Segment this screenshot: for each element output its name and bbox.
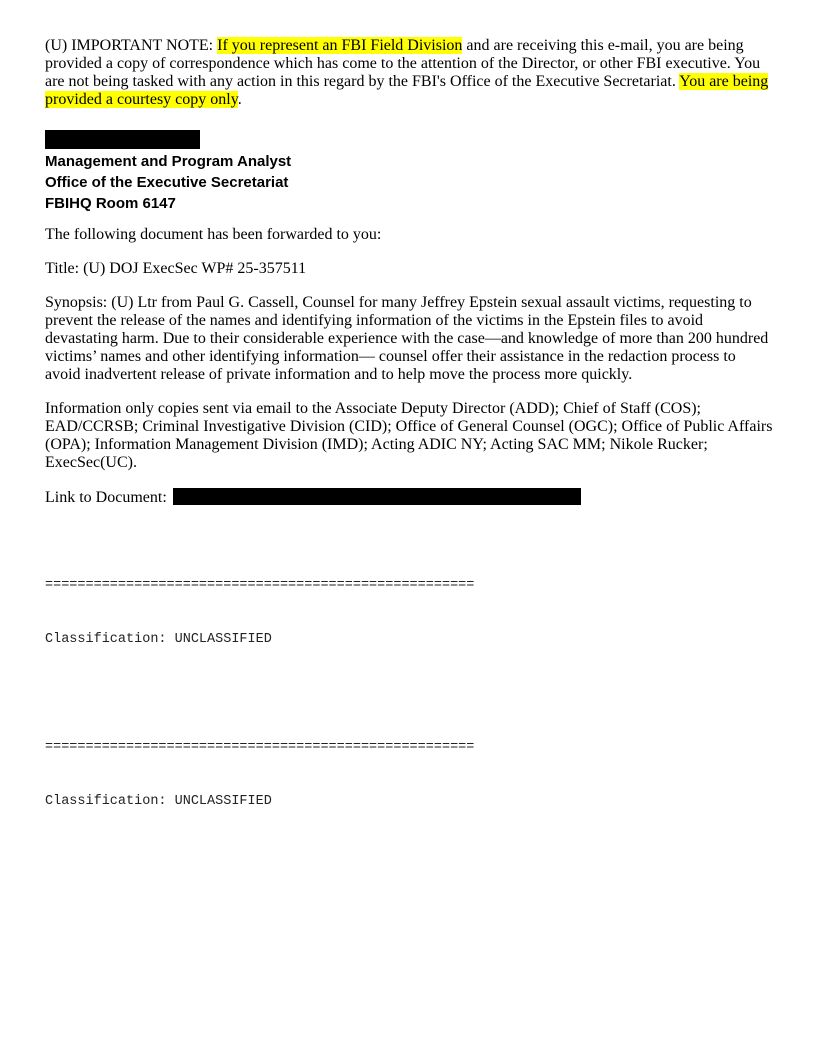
classification-label: Classification: UNCLASSIFIED	[45, 632, 272, 647]
document-link-line	[45, 488, 775, 507]
signature-title: Management and Program Analyst	[45, 153, 292, 170]
signature-block	[45, 151, 775, 214]
signature-room: FBIHQ Room 6147	[45, 195, 176, 212]
note-highlight-courtesy-copy: You are being provided a courtesy copy only	[45, 73, 769, 108]
note-highlight-field-division: If you represent an FBI Field Division	[217, 37, 463, 54]
note-prefix: (U) IMPORTANT NOTE:	[45, 37, 218, 54]
redacted-document-link[interactable]	[173, 488, 581, 505]
note-suffix: .	[237, 91, 242, 108]
link-label: Link to Document:	[45, 489, 171, 506]
document-title: Title: (U) DOJ ExecSec WP# 25-357511	[45, 260, 307, 277]
classification-block-1	[45, 541, 775, 685]
separator-line: =====================================================	[45, 740, 475, 755]
separator-line: =====================================================	[45, 578, 475, 593]
note-middle: and are receiving this e-mail, you are being provided a copy of correspondence which has come to the attention of the Director, or other FBI executive. You are not being tasked with any action in this regard by the FBI's Office of the Executive Secretariat.	[45, 37, 761, 90]
classification-block-2	[45, 703, 775, 847]
classification-label: Classification: UNCLASSIFIED	[45, 794, 272, 809]
synopsis: Synopsis: (U) Ltr from Paul G. Cassell, Counsel for many Jeffrey Epstein sexual assault victims, requesting to prevent the release of the names and identifying information of the victims in the Epstein files to avoid devastating harm. Due to their considerable experience with the case—and knowledge of more than 200 hundred victims’ names and other identifying information— counsel offer their assistance in the redaction process to avoid inadvertent release of private information and to help move the process more quickly.	[45, 294, 769, 383]
redacted-sender-name	[45, 130, 200, 149]
important-note	[45, 37, 775, 109]
information-copies: Information only copies sent via email to the Associate Deputy Director (ADD); Chief of Staff (COS); EAD/CCRSB; Criminal Investigative Division (CID); Office of General Counsel (OGC); Office of Public Affairs (OPA); Information Management Division (IMD); Acting ADIC NY; Acting SAC MM; Nikole Rucker; ExecSec(UC).	[45, 400, 773, 471]
email-body	[45, 37, 775, 847]
signature-office: Office of the Executive Secretariat	[45, 174, 289, 191]
forwarded-line: The following document has been forwarded to you:	[45, 226, 382, 243]
